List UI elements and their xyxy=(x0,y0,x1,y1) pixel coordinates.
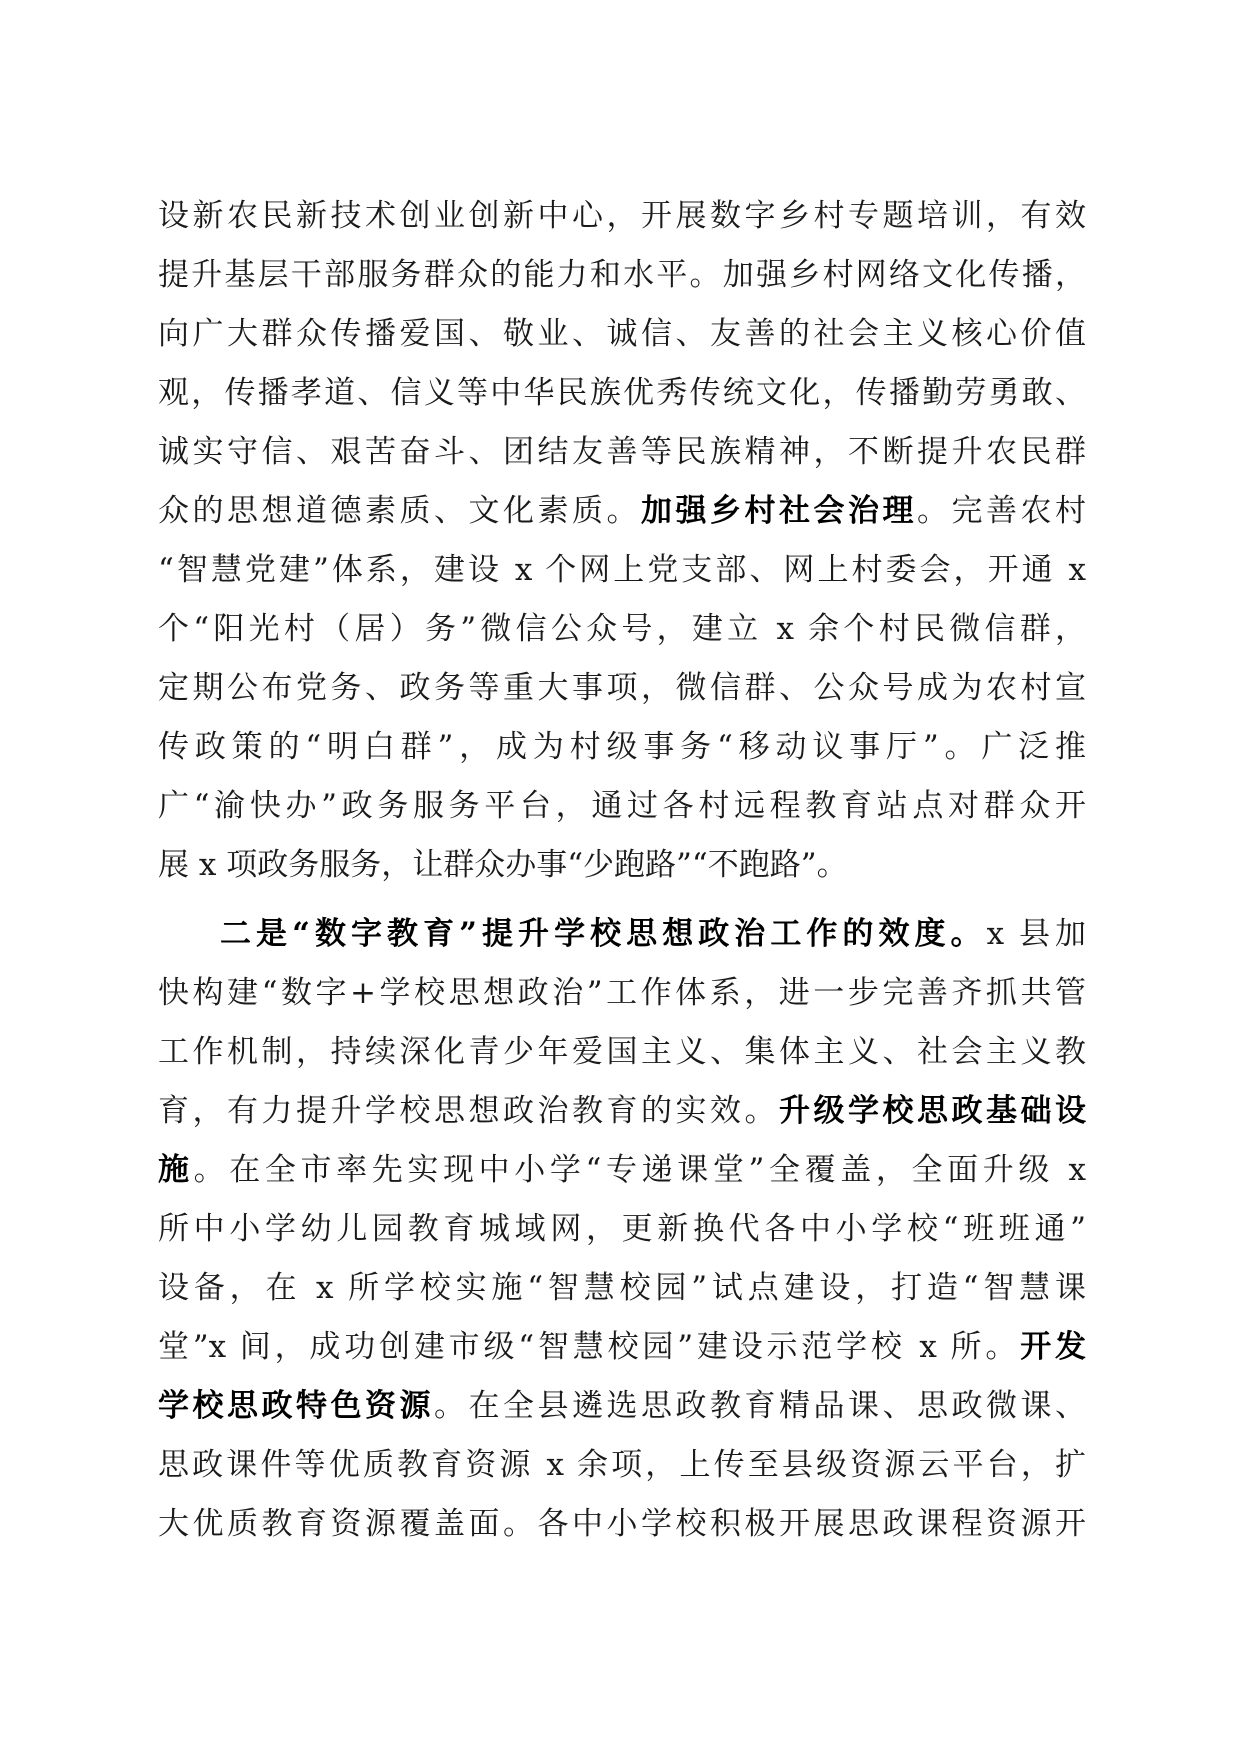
bold-heading-text: 开发 xyxy=(1020,1329,1086,1365)
bold-heading-text: 学校思政特色资源 xyxy=(158,1388,434,1424)
text-line xyxy=(158,836,1086,895)
text-line xyxy=(158,659,1086,718)
paragraph-gap xyxy=(158,895,1086,905)
text-line xyxy=(158,964,1086,1023)
body-text-run: 。完善农村 xyxy=(917,493,1086,529)
bold-heading-text: 二是“数字教育”提升学校思想政治工作的效度。 xyxy=(220,916,987,952)
text-line xyxy=(158,718,1086,777)
body-text-run: x 县加 xyxy=(986,916,1086,952)
text-line xyxy=(158,1200,1086,1259)
text-line xyxy=(158,482,1086,541)
body-text-run: 提升基层干部服务群众的能力和水平。加强乡村网络文化传播， xyxy=(158,257,1086,293)
body-text-run: 传政策的“明白群”，成为村级事务“移动议事厅”。广泛推 xyxy=(158,729,1086,765)
body-text-run: 育，有力提升学校思想政治教育的实效。 xyxy=(158,1093,779,1129)
body-text-run: 大优质教育资源覆盖面。各中小学校积极开展思政课程资源开 xyxy=(158,1506,1086,1542)
body-text-run: 诚实守信、艰苦奋斗、团结友善等民族精神，不断提升农民群 xyxy=(158,434,1086,470)
body-text-run: 设新农民新技术创业创新中心，开展数字乡村专题培训，有效 xyxy=(158,198,1086,234)
document-body xyxy=(158,187,1086,1554)
text-line xyxy=(158,600,1086,659)
body-text-run: 。在全市率先实现中小学“专递课堂”全覆盖，全面升级 x xyxy=(193,1152,1087,1188)
text-line xyxy=(158,1436,1086,1495)
text-line xyxy=(158,777,1086,836)
text-line xyxy=(158,905,1086,964)
paragraph-digital-education xyxy=(158,905,1086,1554)
text-line xyxy=(158,1318,1086,1377)
body-text-run: 快构建“数字+学校思想政治”工作体系，进一步完善齐抓共管 xyxy=(158,975,1086,1011)
text-line xyxy=(158,364,1086,423)
text-line xyxy=(158,1082,1086,1141)
body-text-run: 设备，在 x 所学校实施“智慧校园”试点建设，打造“智慧课 xyxy=(158,1270,1086,1306)
bold-heading-text: 升级学校思政基础设 xyxy=(779,1093,1086,1129)
body-text-run: 堂”x 间，成功创建市级“智慧校园”建设示范学校 x 所。 xyxy=(158,1329,1021,1365)
body-text-run: 所中小学幼儿园教育城域网，更新换代各中小学校“班班通” xyxy=(158,1211,1086,1247)
text-line xyxy=(158,187,1086,246)
body-text-run: 工作机制，持续深化青少年爱国主义、集体主义、社会主义教 xyxy=(158,1034,1086,1070)
text-line xyxy=(158,1259,1086,1318)
text-line xyxy=(158,246,1086,305)
bold-heading-text: 加强乡村社会治理 xyxy=(641,493,917,529)
body-text-run: 广“渝快办”政务服务平台，通过各村远程教育站点对群众开 xyxy=(158,788,1086,824)
body-text-run: 思政课件等优质教育资源 x 余项，上传至县级资源云平台，扩 xyxy=(158,1447,1086,1483)
text-line xyxy=(158,305,1086,364)
text-line xyxy=(158,541,1086,600)
body-text-run: 向广大群众传播爱国、敬业、诚信、友善的社会主义核心价值 xyxy=(158,316,1086,352)
body-text-run: 定期公布党务、政务等重大事项，微信群、公众号成为农村宣 xyxy=(158,670,1086,706)
bold-heading-text: 施 xyxy=(158,1152,194,1188)
text-line xyxy=(158,1141,1086,1200)
text-line xyxy=(158,1377,1086,1436)
body-text-run: 个“阳光村（居）务”微信公众号，建立 x 余个村民微信群， xyxy=(158,611,1086,647)
body-text-run: 。在全县遴选思政教育精品课、思政微课、 xyxy=(434,1388,1086,1424)
paragraph-rural-governance xyxy=(158,187,1086,895)
text-line xyxy=(158,423,1086,482)
body-text-run: 观，传播孝道、信义等中华民族优秀传统文化，传播勤劳勇敢、 xyxy=(158,375,1086,411)
body-text-run: 展 x 项政务服务，让群众办事“少跑路”“不跑路”。 xyxy=(158,847,848,883)
body-text-run: 众的思想道德素质、文化素质。 xyxy=(158,493,641,529)
body-text-run: “智慧党建”体系，建设 x 个网上党支部、网上村委会，开通 x xyxy=(158,552,1086,588)
text-line xyxy=(158,1023,1086,1082)
text-line xyxy=(158,1495,1086,1554)
